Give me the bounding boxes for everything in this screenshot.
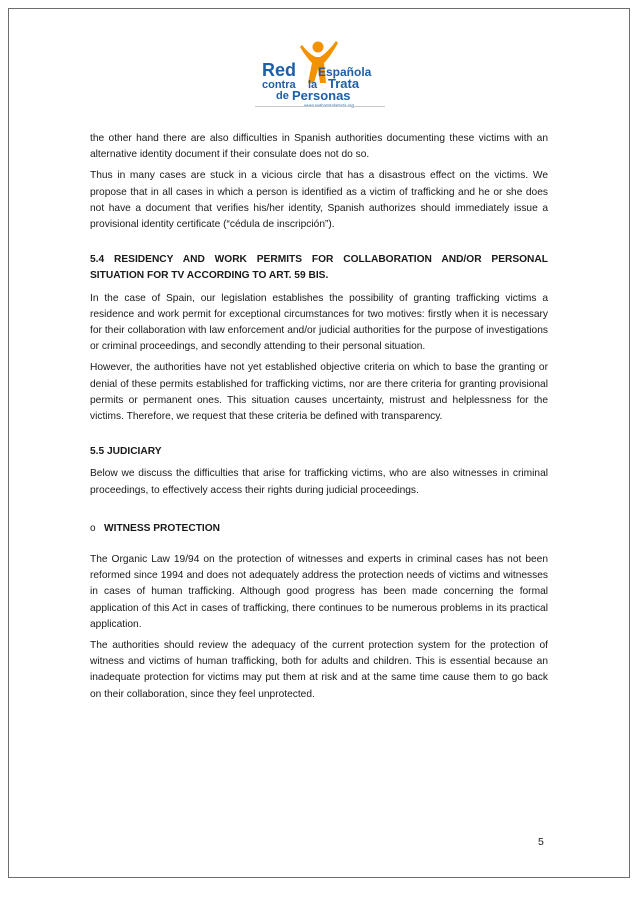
logo-la-text: la — [308, 79, 318, 91]
witness-protection-label: WITNESS PROTECTION — [104, 522, 221, 534]
section-5-4-heading: 5.4 RESIDENCY AND WORK PERMITS FOR COLLABORATION AND/OR PERSONAL SITUATION FOR TV ACCORDING TO ART. 59 BIS. — [90, 254, 548, 282]
paragraph-3: In the case of Spain, our legislation establishes the possibility of granting trafficking victims a residence and work permit for exceptional circumstances for two motives: firstly when it is necessary for their collaboration with law enforcement and/or judicial authorities for the purpose of investigations or criminal proceedings, and secondly attending to their personal situation. — [90, 292, 548, 353]
red-espanola-logo — [232, 35, 402, 111]
bullet-circle-icon: o — [90, 522, 96, 534]
logo-personas-text: Personas — [292, 88, 351, 103]
paragraph-5: Below we discuss the difficulties that arise for trafficking victims, who are also witnesses in criminal proceedings, to effectively access their rights during judicial proceedings. — [90, 468, 548, 496]
logo-contra-text: contra — [262, 79, 296, 91]
section-5-5-heading: 5.5 JUDICIARY — [90, 446, 162, 458]
paragraph-1: the other hand there are also difficulties in Spanish authorities documenting these victims with an alternative identity document if their consulate does not do so. — [90, 133, 548, 161]
logo-trata-text: Trata — [328, 76, 360, 91]
document-body — [90, 131, 548, 708]
logo-red-text: Red — [262, 60, 297, 80]
paragraph-2: Thus in many cases are stuck in a vicious circle that has a disastrous effect on the victims. We propose that in all cases in which a person is identified as a victim of trafficking and he or she does not have a document that verifies his/her identity, Spanish authorizes should immediately issue a provisional identity certificate (“cédula de inscripción”). — [90, 170, 548, 231]
logo-de-text: de — [276, 90, 289, 102]
paragraph-6: The Organic Law 19/94 on the protection of witnesses and experts in criminal cases has not been reformed since 1994 and does not adequately address the protection needs of victims and witnesses in cases of human trafficking. Although good progress has been made concerning the formal application of this Act in cases of trafficking, there continues to be numerous problems in its practical application. — [90, 554, 548, 630]
logo-espanola-text: Española — [318, 65, 372, 79]
paragraph-4: However, the authorities have not yet established objective criteria on which to base the granting or denial of these permits established for trafficking victims, nor are there criteria for granting provisional permits or permanent ones. This situation causes uncertainty, mistrust and helplessness for the victims. Therefore, we request that these criteria be defined with transparency. — [90, 362, 548, 423]
paragraph-7: The authorities should review the adequacy of the current protection system for the protection of witness and victims of human trafficking, both for adults and children. This is essential because an inadequate protection for victims may put them at risk and at the same time cause them to go back on their collaboration, since they feel unprotected. — [90, 640, 548, 700]
witness-protection-heading — [90, 521, 548, 537]
logo-divider — [255, 106, 385, 107]
page-number: 5 — [538, 836, 544, 848]
